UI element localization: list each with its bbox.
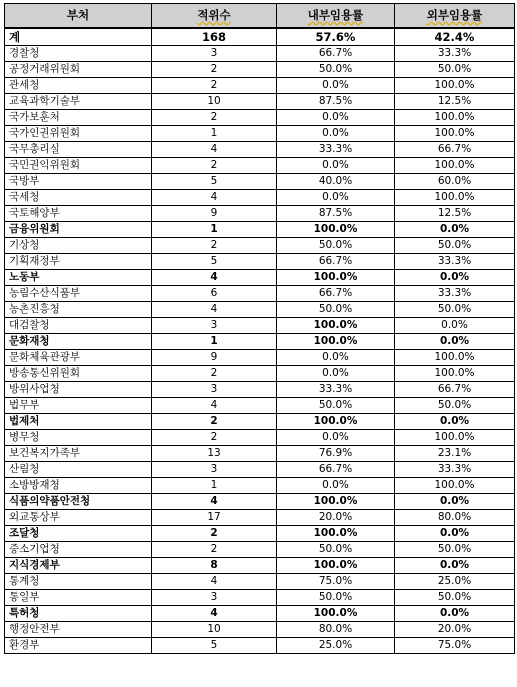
table-row	[5, 302, 515, 318]
internal-rate-cell: 87.5%	[277, 94, 395, 110]
external-rate-cell: 66.7%	[395, 142, 515, 158]
table-row	[5, 478, 515, 494]
header-external-label: 외부임용률	[426, 8, 483, 22]
external-rate-cell: 100.0%	[395, 366, 515, 382]
external-rate-cell: 33.3%	[395, 286, 515, 302]
department-cell: 법무부	[5, 398, 152, 414]
table-row	[5, 350, 515, 366]
header-internal-rate	[277, 4, 395, 29]
count-cell: 3	[152, 46, 277, 62]
department-cell: 농촌진흥청	[5, 302, 152, 318]
department-cell: 경찰청	[5, 46, 152, 62]
header-department: 부처	[5, 4, 152, 29]
department-cell: 금융위원회	[5, 222, 152, 238]
department-cell: 행정안전부	[5, 622, 152, 638]
department-cell: 농림수산식품부	[5, 286, 152, 302]
table-row	[5, 590, 515, 606]
external-rate-cell: 12.5%	[395, 94, 515, 110]
count-cell: 4	[152, 190, 277, 206]
count-cell: 2	[152, 110, 277, 126]
external-rate-cell: 0.0%	[395, 318, 515, 334]
internal-rate-cell: 100.0%	[277, 558, 395, 574]
internal-rate-cell: 33.3%	[277, 382, 395, 398]
external-rate-cell: 20.0%	[395, 622, 515, 638]
department-cell: 문화체육관광부	[5, 350, 152, 366]
table-row	[5, 606, 515, 622]
department-cell: 노동부	[5, 270, 152, 286]
external-rate-cell: 100.0%	[395, 110, 515, 126]
external-rate-cell: 33.3%	[395, 46, 515, 62]
internal-rate-cell: 66.7%	[277, 254, 395, 270]
table-row	[5, 158, 515, 174]
department-cell: 문화재청	[5, 334, 152, 350]
external-rate-cell: 0.0%	[395, 558, 515, 574]
department-cell: 산림청	[5, 462, 152, 478]
count-cell: 4	[152, 494, 277, 510]
department-cell: 국방부	[5, 174, 152, 190]
table-row	[5, 190, 515, 206]
internal-rate-cell: 0.0%	[277, 110, 395, 126]
table-row	[5, 622, 515, 638]
count-cell: 3	[152, 462, 277, 478]
table-row	[5, 270, 515, 286]
total-count: 168	[152, 28, 277, 46]
total-internal-rate: 57.6%	[277, 28, 395, 46]
internal-rate-cell: 0.0%	[277, 478, 395, 494]
department-cell: 환경부	[5, 638, 152, 654]
department-cell: 공정거래위원회	[5, 62, 152, 78]
internal-rate-cell: 0.0%	[277, 158, 395, 174]
header-external-rate	[395, 4, 515, 29]
count-cell: 4	[152, 142, 277, 158]
external-rate-cell: 33.3%	[395, 254, 515, 270]
department-cell: 외교통상부	[5, 510, 152, 526]
department-cell: 국무총리실	[5, 142, 152, 158]
external-rate-cell: 25.0%	[395, 574, 515, 590]
external-rate-cell: 100.0%	[395, 350, 515, 366]
department-cell: 중소기업청	[5, 542, 152, 558]
appointment-rate-table	[4, 3, 515, 654]
external-rate-cell: 0.0%	[395, 526, 515, 542]
department-cell: 관세청	[5, 78, 152, 94]
external-rate-cell: 100.0%	[395, 190, 515, 206]
department-cell: 기획재정부	[5, 254, 152, 270]
external-rate-cell: 66.7%	[395, 382, 515, 398]
department-cell: 대검찰청	[5, 318, 152, 334]
internal-rate-cell: 0.0%	[277, 78, 395, 94]
internal-rate-cell: 50.0%	[277, 302, 395, 318]
count-cell: 1	[152, 222, 277, 238]
department-cell: 특허청	[5, 606, 152, 622]
count-cell: 13	[152, 446, 277, 462]
external-rate-cell: 100.0%	[395, 478, 515, 494]
internal-rate-cell: 100.0%	[277, 414, 395, 430]
external-rate-cell: 0.0%	[395, 494, 515, 510]
external-rate-cell: 50.0%	[395, 590, 515, 606]
external-rate-cell: 12.5%	[395, 206, 515, 222]
department-cell: 통일부	[5, 590, 152, 606]
external-rate-cell: 75.0%	[395, 638, 515, 654]
table-row	[5, 78, 515, 94]
table-row	[5, 510, 515, 526]
department-cell: 보건복지가족부	[5, 446, 152, 462]
count-cell: 2	[152, 542, 277, 558]
department-cell: 기상청	[5, 238, 152, 254]
internal-rate-cell: 50.0%	[277, 590, 395, 606]
department-cell: 국가보훈처	[5, 110, 152, 126]
count-cell: 5	[152, 174, 277, 190]
count-cell: 3	[152, 590, 277, 606]
external-rate-cell: 23.1%	[395, 446, 515, 462]
internal-rate-cell: 0.0%	[277, 366, 395, 382]
department-cell: 교육과학기술부	[5, 94, 152, 110]
internal-rate-cell: 75.0%	[277, 574, 395, 590]
internal-rate-cell: 66.7%	[277, 286, 395, 302]
table-row	[5, 558, 515, 574]
table-row	[5, 62, 515, 78]
internal-rate-cell: 100.0%	[277, 334, 395, 350]
internal-rate-cell: 50.0%	[277, 238, 395, 254]
table-row	[5, 574, 515, 590]
external-rate-cell: 100.0%	[395, 126, 515, 142]
count-cell: 4	[152, 302, 277, 318]
count-cell: 2	[152, 414, 277, 430]
count-cell: 17	[152, 510, 277, 526]
internal-rate-cell: 20.0%	[277, 510, 395, 526]
department-cell: 병무청	[5, 430, 152, 446]
table-row	[5, 494, 515, 510]
count-cell: 2	[152, 430, 277, 446]
count-cell: 3	[152, 318, 277, 334]
internal-rate-cell: 80.0%	[277, 622, 395, 638]
count-cell: 1	[152, 478, 277, 494]
table-row	[5, 446, 515, 462]
header-row	[5, 4, 515, 29]
external-rate-cell: 33.3%	[395, 462, 515, 478]
table-row	[5, 462, 515, 478]
department-cell: 통계청	[5, 574, 152, 590]
header-count	[152, 4, 277, 29]
external-rate-cell: 100.0%	[395, 430, 515, 446]
internal-rate-cell: 100.0%	[277, 526, 395, 542]
department-cell: 조달청	[5, 526, 152, 542]
department-cell: 국가인권위원회	[5, 126, 152, 142]
internal-rate-cell: 87.5%	[277, 206, 395, 222]
count-cell: 4	[152, 574, 277, 590]
external-rate-cell: 50.0%	[395, 238, 515, 254]
internal-rate-cell: 40.0%	[277, 174, 395, 190]
total-row	[5, 28, 515, 46]
table-row	[5, 142, 515, 158]
internal-rate-cell: 0.0%	[277, 350, 395, 366]
table-row	[5, 206, 515, 222]
internal-rate-cell: 76.9%	[277, 446, 395, 462]
internal-rate-cell: 33.3%	[277, 142, 395, 158]
department-cell: 지식경제부	[5, 558, 152, 574]
external-rate-cell: 80.0%	[395, 510, 515, 526]
count-cell: 2	[152, 158, 277, 174]
table-row	[5, 366, 515, 382]
internal-rate-cell: 66.7%	[277, 46, 395, 62]
internal-rate-cell: 0.0%	[277, 190, 395, 206]
internal-rate-cell: 50.0%	[277, 398, 395, 414]
table-row	[5, 526, 515, 542]
external-rate-cell: 100.0%	[395, 158, 515, 174]
table-row	[5, 430, 515, 446]
table-row	[5, 382, 515, 398]
table-row	[5, 222, 515, 238]
department-cell: 법제처	[5, 414, 152, 430]
data-table-container	[4, 3, 515, 654]
table-row	[5, 254, 515, 270]
internal-rate-cell: 100.0%	[277, 318, 395, 334]
table-row	[5, 238, 515, 254]
internal-rate-cell: 100.0%	[277, 494, 395, 510]
table-row	[5, 398, 515, 414]
count-cell: 1	[152, 126, 277, 142]
count-cell: 4	[152, 606, 277, 622]
department-cell: 국세청	[5, 190, 152, 206]
external-rate-cell: 50.0%	[395, 398, 515, 414]
count-cell: 5	[152, 638, 277, 654]
table-row	[5, 638, 515, 654]
count-cell: 2	[152, 366, 277, 382]
count-cell: 1	[152, 334, 277, 350]
header-internal-label: 내부임용률	[307, 8, 364, 22]
table-row	[5, 542, 515, 558]
external-rate-cell: 0.0%	[395, 606, 515, 622]
table-row	[5, 286, 515, 302]
external-rate-cell: 0.0%	[395, 222, 515, 238]
external-rate-cell: 50.0%	[395, 62, 515, 78]
count-cell: 9	[152, 206, 277, 222]
department-cell: 방송통신위원회	[5, 366, 152, 382]
internal-rate-cell: 0.0%	[277, 126, 395, 142]
external-rate-cell: 0.0%	[395, 334, 515, 350]
count-cell: 9	[152, 350, 277, 366]
table-row	[5, 46, 515, 62]
internal-rate-cell: 66.7%	[277, 462, 395, 478]
count-cell: 6	[152, 286, 277, 302]
department-cell: 국토해양부	[5, 206, 152, 222]
count-cell: 8	[152, 558, 277, 574]
department-cell: 소방방재청	[5, 478, 152, 494]
department-cell: 방위사업청	[5, 382, 152, 398]
external-rate-cell: 60.0%	[395, 174, 515, 190]
table-row	[5, 318, 515, 334]
internal-rate-cell: 100.0%	[277, 606, 395, 622]
internal-rate-cell: 100.0%	[277, 222, 395, 238]
internal-rate-cell: 100.0%	[277, 270, 395, 286]
department-cell: 국민권익위원회	[5, 158, 152, 174]
count-cell: 10	[152, 94, 277, 110]
table-row	[5, 126, 515, 142]
table-row	[5, 414, 515, 430]
department-cell: 식품의약품안전청	[5, 494, 152, 510]
external-rate-cell: 100.0%	[395, 78, 515, 94]
count-cell: 4	[152, 270, 277, 286]
external-rate-cell: 50.0%	[395, 542, 515, 558]
table-row	[5, 110, 515, 126]
count-cell: 10	[152, 622, 277, 638]
internal-rate-cell: 50.0%	[277, 542, 395, 558]
external-rate-cell: 50.0%	[395, 302, 515, 318]
total-label: 계	[5, 28, 152, 46]
count-cell: 2	[152, 62, 277, 78]
internal-rate-cell: 25.0%	[277, 638, 395, 654]
count-cell: 4	[152, 398, 277, 414]
count-cell: 2	[152, 526, 277, 542]
internal-rate-cell: 50.0%	[277, 62, 395, 78]
table-row	[5, 334, 515, 350]
internal-rate-cell: 0.0%	[277, 430, 395, 446]
external-rate-cell: 0.0%	[395, 270, 515, 286]
count-cell: 2	[152, 238, 277, 254]
count-cell: 2	[152, 78, 277, 94]
header-count-label: 적위수	[197, 8, 231, 22]
count-cell: 5	[152, 254, 277, 270]
table-row	[5, 174, 515, 190]
total-external-rate: 42.4%	[395, 28, 515, 46]
external-rate-cell: 0.0%	[395, 414, 515, 430]
table-row	[5, 94, 515, 110]
count-cell: 3	[152, 382, 277, 398]
